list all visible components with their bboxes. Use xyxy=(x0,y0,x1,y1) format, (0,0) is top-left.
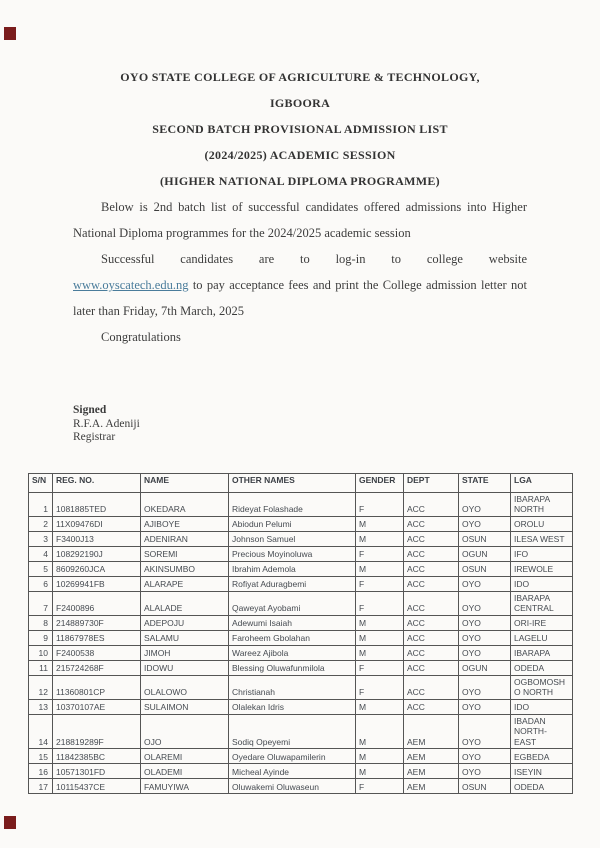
intro-paragraph: Below is 2nd batch list of successful candidates offered admissions into Higher National Diploma programmes for the 2024/2025 academic session xyxy=(73,200,527,240)
column-header-name: NAME xyxy=(141,473,229,492)
cell-sn: 7 xyxy=(29,591,53,615)
cell-reg_no: F3400J13 xyxy=(53,531,141,546)
column-header-gender: GENDER xyxy=(356,473,404,492)
cell-sn: 15 xyxy=(29,749,53,764)
cell-other_names: Blessing Oluwafunmilola xyxy=(229,660,356,675)
cell-name: IDOWU xyxy=(141,660,229,675)
cell-name: SALAMU xyxy=(141,630,229,645)
cell-other_names: Ibrahim Ademola xyxy=(229,561,356,576)
cell-state: OSUN xyxy=(459,531,511,546)
cell-sn: 12 xyxy=(29,675,53,699)
cell-name: FAMUYIWA xyxy=(141,779,229,794)
cell-name: OLAREMI xyxy=(141,749,229,764)
cell-lga: ISEYIN xyxy=(511,764,573,779)
cell-gender: M xyxy=(356,516,404,531)
cell-reg_no: 10370107AE xyxy=(53,699,141,714)
cell-state: OYO xyxy=(459,576,511,591)
cell-gender: M xyxy=(356,699,404,714)
table-row xyxy=(29,561,573,576)
header-line-programme: (HIGHER NATIONAL DIPLOMA PROGRAMME) xyxy=(160,174,440,188)
cell-name: ADENIRAN xyxy=(141,531,229,546)
cell-lga: IDO xyxy=(511,576,573,591)
cell-other_names: Faroheem Gbolahan xyxy=(229,630,356,645)
cell-other_names: Rofiyat Aduragbemi xyxy=(229,576,356,591)
instruction-line: Successful candidates are to log-in to college website xyxy=(101,252,527,266)
cell-state: OYO xyxy=(459,492,511,516)
table-row xyxy=(29,531,573,546)
cell-sn: 5 xyxy=(29,561,53,576)
column-header-lga: LGA xyxy=(511,473,573,492)
cell-state: OYO xyxy=(459,516,511,531)
cell-name: OKEDARA xyxy=(141,492,229,516)
corner-mark-bottom xyxy=(4,816,16,829)
cell-lga: OROLU xyxy=(511,516,573,531)
cell-other_names: Qaweyat Ayobami xyxy=(229,591,356,615)
cell-reg_no: 10269941FB xyxy=(53,576,141,591)
table-row xyxy=(29,615,573,630)
cell-dept: ACC xyxy=(404,675,459,699)
cell-sn: 8 xyxy=(29,615,53,630)
cell-reg_no: 215724268F xyxy=(53,660,141,675)
cell-other_names: Adewumi Isaiah xyxy=(229,615,356,630)
signed-label: Signed xyxy=(73,404,107,416)
table-row xyxy=(29,749,573,764)
cell-gender: F xyxy=(356,576,404,591)
table-row xyxy=(29,516,573,531)
cell-dept: ACC xyxy=(404,591,459,615)
cell-dept: ACC xyxy=(404,516,459,531)
cell-other_names: Christianah xyxy=(229,675,356,699)
cell-other_names: Oluwakemi Oluwaseun xyxy=(229,779,356,794)
header-line-list-title: SECOND BATCH PROVISIONAL ADMISSION LIST xyxy=(152,122,448,136)
admission-table-body xyxy=(29,492,573,794)
cell-lga: EGBEDA xyxy=(511,749,573,764)
cell-state: OYO xyxy=(459,615,511,630)
cell-other_names: Sodiq Opeyemi xyxy=(229,714,356,749)
cell-other_names: Johnson Samuel xyxy=(229,531,356,546)
column-header-sn: S/N xyxy=(29,473,53,492)
cell-gender: M xyxy=(356,615,404,630)
cell-other_names: Wareez Ajibola xyxy=(229,645,356,660)
table-row xyxy=(29,660,573,675)
cell-state: OSUN xyxy=(459,561,511,576)
column-header-state: STATE xyxy=(459,473,511,492)
cell-lga: LAGELU xyxy=(511,630,573,645)
cell-gender: F xyxy=(356,492,404,516)
cell-dept: ACC xyxy=(404,492,459,516)
cell-state: OGUN xyxy=(459,546,511,561)
registrar-name: R.F.A. Adeniji xyxy=(73,417,140,430)
cell-other_names: Precious Moyinoluwa xyxy=(229,546,356,561)
table-row xyxy=(29,764,573,779)
header-line-city: IGBOORA xyxy=(269,96,331,110)
cell-gender: M xyxy=(356,645,404,660)
cell-dept: AEM xyxy=(404,749,459,764)
cell-reg_no: 218819289F xyxy=(53,714,141,749)
cell-lga: ORI-IRE xyxy=(511,615,573,630)
cell-name: ADEPOJU xyxy=(141,615,229,630)
cell-sn: 9 xyxy=(29,630,53,645)
cell-other_names: Rideyat Folashade xyxy=(229,492,356,516)
cell-state: OGUN xyxy=(459,660,511,675)
cell-sn: 14 xyxy=(29,714,53,749)
table-header-row xyxy=(29,473,573,492)
cell-gender: F xyxy=(356,546,404,561)
cell-name: AJIBOYE xyxy=(141,516,229,531)
cell-lga: IBARAPA CENTRAL xyxy=(511,591,573,615)
document-header xyxy=(0,0,600,194)
cell-dept: ACC xyxy=(404,531,459,546)
cell-gender: M xyxy=(356,531,404,546)
cell-reg_no: 8609260JCA xyxy=(53,561,141,576)
cell-name: OLADEMI xyxy=(141,764,229,779)
cell-lga: IBARAPA xyxy=(511,645,573,660)
cell-gender: M xyxy=(356,714,404,749)
cell-lga: IBARAPA NORTH xyxy=(511,492,573,516)
cell-other_names: Oyedare Oluwapamilerin xyxy=(229,749,356,764)
corner-mark-top xyxy=(4,27,16,40)
cell-lga: OGBOMOSHO NORTH xyxy=(511,675,573,699)
cell-state: OYO xyxy=(459,764,511,779)
cell-sn: 16 xyxy=(29,764,53,779)
document-body xyxy=(73,194,527,350)
cell-name: SOREMI xyxy=(141,546,229,561)
cell-sn: 11 xyxy=(29,660,53,675)
cell-lga: ILESA WEST xyxy=(511,531,573,546)
cell-gender: M xyxy=(356,764,404,779)
cell-gender: F xyxy=(356,779,404,794)
cell-dept: ACC xyxy=(404,546,459,561)
cell-dept: ACC xyxy=(404,561,459,576)
cell-dept: ACC xyxy=(404,576,459,591)
instruction-paragraph xyxy=(73,272,527,324)
table-row xyxy=(29,714,573,749)
table-row xyxy=(29,546,573,561)
cell-state: OYO xyxy=(459,630,511,645)
cell-lga: IDO xyxy=(511,699,573,714)
cell-other_names: Abiodun Pelumi xyxy=(229,516,356,531)
cell-sn: 10 xyxy=(29,645,53,660)
cell-state: OYO xyxy=(459,675,511,699)
table-row xyxy=(29,630,573,645)
cell-other_names: Olalekan Idris xyxy=(229,699,356,714)
cell-name: OLALOWO xyxy=(141,675,229,699)
cell-dept: AEM xyxy=(404,714,459,749)
header-line-institution: OYO STATE COLLEGE OF AGRICULTURE & TECHNOLOGY, xyxy=(120,70,480,84)
instruction-after-link: to pay acceptance fees and print the College admission letter not later than Friday, 7th March, 2025 xyxy=(73,278,527,318)
cell-lga: IREWOLE xyxy=(511,561,573,576)
cell-dept: ACC xyxy=(404,630,459,645)
table-row xyxy=(29,492,573,516)
cell-gender: F xyxy=(356,675,404,699)
cell-sn: 2 xyxy=(29,516,53,531)
college-website-link[interactable]: www.oyscatech.edu.ng xyxy=(73,278,189,292)
cell-state: OYO xyxy=(459,591,511,615)
cell-reg_no: 11842385BC xyxy=(53,749,141,764)
cell-name: ALALADE xyxy=(141,591,229,615)
cell-reg_no: 10571301FD xyxy=(53,764,141,779)
cell-lga: IFO xyxy=(511,546,573,561)
cell-dept: AEM xyxy=(404,764,459,779)
column-header-reg_no: REG. NO. xyxy=(53,473,141,492)
table-row xyxy=(29,779,573,794)
cell-reg_no: 214889730F xyxy=(53,615,141,630)
cell-reg_no: 11360801CP xyxy=(53,675,141,699)
cell-name: ALARAPE xyxy=(141,576,229,591)
cell-reg_no: 11867978ES xyxy=(53,630,141,645)
cell-gender: M xyxy=(356,749,404,764)
cell-lga: ODEDA xyxy=(511,660,573,675)
cell-reg_no: F2400896 xyxy=(53,591,141,615)
cell-gender: M xyxy=(356,630,404,645)
cell-reg_no: 11X09476DI xyxy=(53,516,141,531)
cell-dept: AEM xyxy=(404,779,459,794)
cell-sn: 13 xyxy=(29,699,53,714)
cell-gender: F xyxy=(356,591,404,615)
table-row xyxy=(29,645,573,660)
cell-reg_no: 1081885TED xyxy=(53,492,141,516)
cell-state: OYO xyxy=(459,645,511,660)
table-row xyxy=(29,576,573,591)
registrar-title: Registrar xyxy=(73,431,116,443)
cell-state: OYO xyxy=(459,699,511,714)
column-header-other_names: OTHER NAMES xyxy=(229,473,356,492)
table-row xyxy=(29,591,573,615)
cell-dept: ACC xyxy=(404,645,459,660)
cell-state: OSUN xyxy=(459,779,511,794)
cell-dept: ACC xyxy=(404,699,459,714)
admission-table xyxy=(28,473,573,795)
cell-dept: ACC xyxy=(404,615,459,630)
cell-reg_no: F2400538 xyxy=(53,645,141,660)
cell-sn: 17 xyxy=(29,779,53,794)
cell-sn: 6 xyxy=(29,576,53,591)
cell-sn: 3 xyxy=(29,531,53,546)
cell-name: JIMOH xyxy=(141,645,229,660)
cell-lga: ODEDA xyxy=(511,779,573,794)
cell-state: OYO xyxy=(459,749,511,764)
cell-other_names: Micheal Ayinde xyxy=(229,764,356,779)
column-header-dept: DEPT xyxy=(404,473,459,492)
cell-lga: IBADAN NORTH-EAST xyxy=(511,714,573,749)
cell-dept: ACC xyxy=(404,660,459,675)
cell-reg_no: 108292190J xyxy=(53,546,141,561)
header-line-session: (2024/2025) ACADEMIC SESSION xyxy=(204,148,396,162)
cell-gender: M xyxy=(356,561,404,576)
table-row xyxy=(29,699,573,714)
congratulations-text: Congratulations xyxy=(101,330,181,344)
cell-sn: 4 xyxy=(29,546,53,561)
cell-name: AKINSUMBO xyxy=(141,561,229,576)
cell-gender: F xyxy=(356,660,404,675)
cell-sn: 1 xyxy=(29,492,53,516)
cell-state: OYO xyxy=(459,714,511,749)
cell-reg_no: 10115437CE xyxy=(53,779,141,794)
cell-name: OJO xyxy=(141,714,229,749)
signature-block xyxy=(73,404,600,445)
cell-name: SULAIMON xyxy=(141,699,229,714)
table-row xyxy=(29,675,573,699)
